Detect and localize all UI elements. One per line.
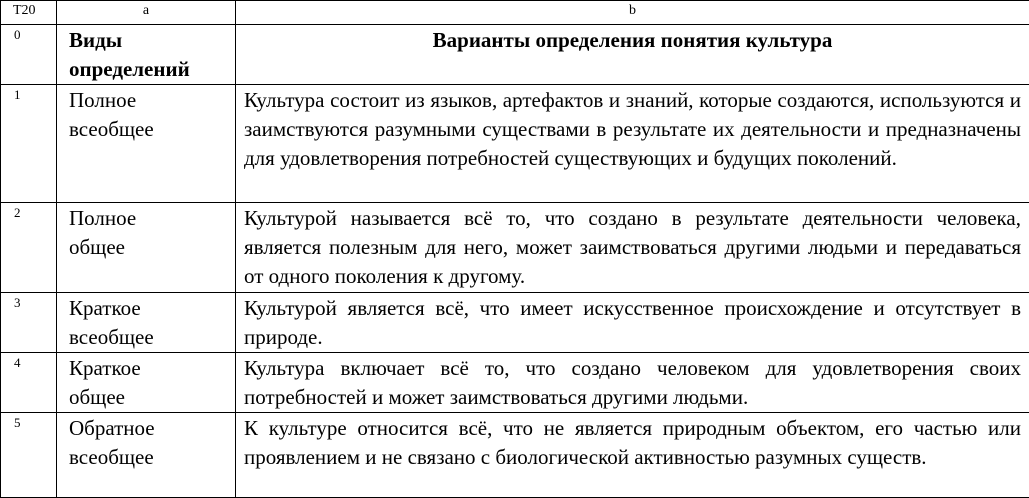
definition-kind-cell[interactable] <box>57 203 236 293</box>
row-number-cell[interactable]: 0 <box>1 25 57 85</box>
definition-kind-line-2: всеобщее <box>69 443 235 472</box>
row-number-cell[interactable]: 4 <box>1 353 57 413</box>
row-number-cell[interactable]: 3 <box>1 293 57 353</box>
column-header-b[interactable]: b <box>236 1 1029 25</box>
definition-kind-line-1: Обратное <box>69 414 235 443</box>
table-row <box>1 353 1029 413</box>
kinds-heading-line-1: Виды <box>69 26 235 55</box>
definition-kind-line-1: Краткое <box>69 294 235 323</box>
definition-kind-line-2: общее <box>69 233 235 262</box>
variants-heading-cell[interactable]: Варианты определения понятия культура <box>236 25 1029 85</box>
table-row <box>1 413 1029 498</box>
table-row <box>1 203 1029 293</box>
definition-kind-cell[interactable] <box>57 85 236 203</box>
definition-text-cell[interactable]: Культурой является всё, что имеет искусственное происхождение и отсутствует в природе. <box>236 293 1029 353</box>
table-row <box>1 293 1029 353</box>
table-row <box>1 85 1029 203</box>
table-title-row <box>1 25 1029 85</box>
column-header-a[interactable]: a <box>57 1 236 25</box>
sheet-name-cell[interactable]: T20 <box>1 1 57 25</box>
definition-kind-line-2: общее <box>69 383 235 412</box>
column-header-row <box>1 1 1029 25</box>
kinds-heading-cell[interactable] <box>57 25 236 85</box>
definition-text-cell[interactable]: К культуре относится всё, что не является природным объектом, его частью или проявлением и не связано с биологической активностью разумных существ. <box>236 413 1029 498</box>
definition-kind-line-1: Краткое <box>69 354 235 383</box>
kinds-heading-line-2: определений <box>69 55 235 84</box>
definition-kind-line-1: Полное <box>69 86 235 115</box>
definition-kind-cell[interactable] <box>57 293 236 353</box>
definition-kind-cell[interactable] <box>57 413 236 498</box>
definition-kind-line-1: Полное <box>69 204 235 233</box>
row-number-cell[interactable]: 5 <box>1 413 57 498</box>
definition-kind-line-2: всеобщее <box>69 323 235 352</box>
row-number-cell[interactable]: 2 <box>1 203 57 293</box>
definition-text-cell[interactable]: Культура включает всё то, что создано человеком для удовлетворения своих потребностей и может заимствоваться другими людьми. <box>236 353 1029 413</box>
row-number-cell[interactable]: 1 <box>1 85 57 203</box>
definition-kind-line-2: всеобщее <box>69 115 235 144</box>
definition-kind-cell[interactable] <box>57 353 236 413</box>
definition-text-cell[interactable]: Культурой называется всё то, что создано в результате деятельности человека, является полезным для него, может заимствоваться другими людьми и передаваться от одного поколения к другому. <box>236 203 1029 293</box>
definition-text-cell[interactable]: Культура состоит из языков, артефактов и знаний, которые создаются, используются и заимствуются разумными существами в результате их деятельности и предназначены для удовлетворения потребностей существующих и будущих поколений. <box>236 85 1029 203</box>
